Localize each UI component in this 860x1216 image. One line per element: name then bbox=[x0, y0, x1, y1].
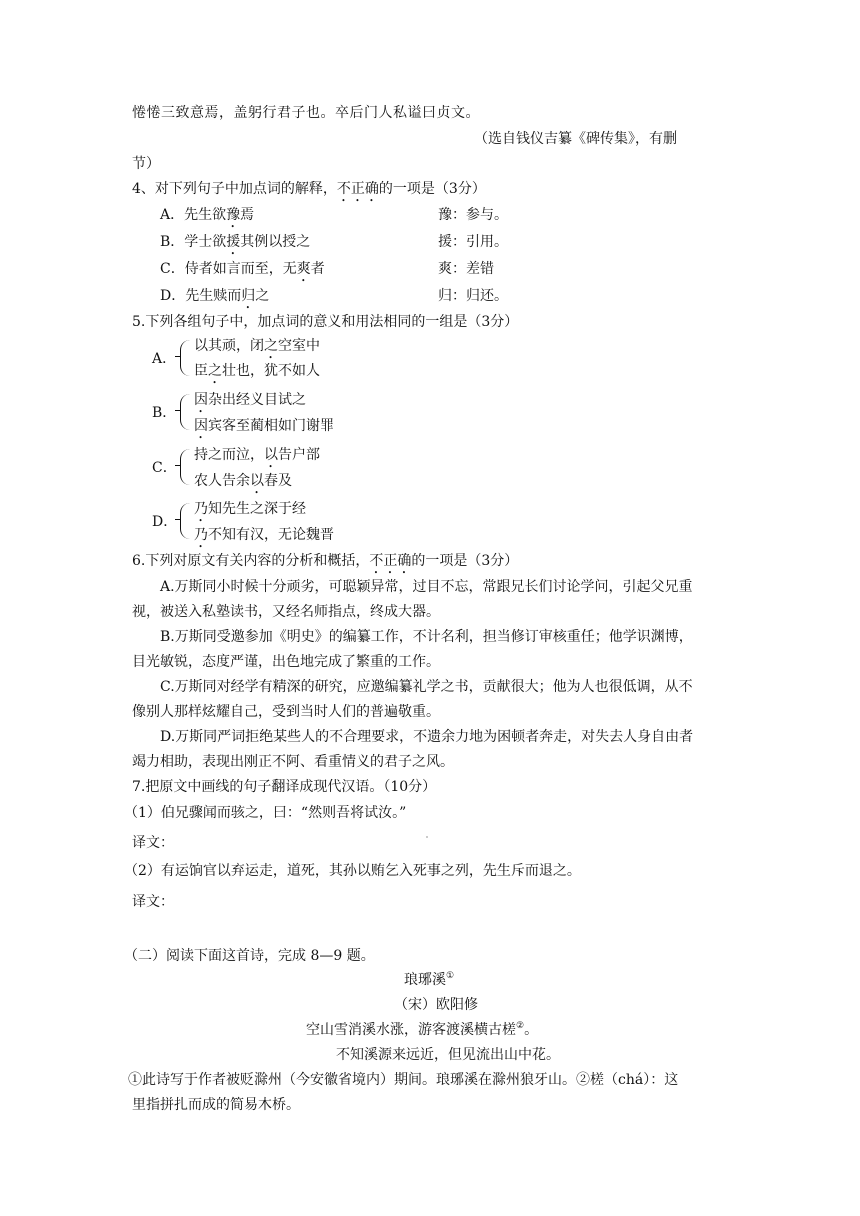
q5-group-d-line2: 乃不知有汉，无论魏晋 bbox=[194, 527, 334, 543]
q5-group-d-letter: D． bbox=[152, 514, 178, 530]
q5-group-d-brace bbox=[180, 503, 191, 539]
q5-group-a-brace bbox=[180, 340, 191, 376]
q5-group-d-line1: 乃知先生之深于经 bbox=[194, 501, 306, 517]
q4-option-a: A．先生欲豫焉 bbox=[160, 207, 255, 223]
source-citation: （选自钱仪吉纂《碑传集》，有删 bbox=[474, 131, 677, 147]
scan-speck bbox=[426, 836, 428, 838]
q6-option-d-line2: 竭力相助，表现出刚正不阿、看重情义的君子之风。 bbox=[132, 754, 454, 770]
q5-group-c-line1: 持之而泣，以告户部 bbox=[194, 447, 320, 463]
poem-line-2: 不知溪源来远近，但见流出山中花。 bbox=[336, 1047, 560, 1063]
poem-line-1-note-marker: ② bbox=[516, 1021, 525, 1031]
q6-option-b-line2: 目光敏锐，态度严谨，出色地完成了繁重的工作。 bbox=[132, 654, 440, 670]
q7-translation-label-2: 译文： bbox=[132, 894, 174, 910]
q5-group-c-line2: 农人告余以春及 bbox=[194, 473, 292, 489]
q5-group-b-brace bbox=[180, 394, 191, 430]
q5-group-a-line2: 臣之壮也，犹不如人 bbox=[194, 363, 320, 379]
q4-gloss-d: 归：归还。 bbox=[438, 288, 508, 304]
q5-group-b-line1: 因杂出经义目试之 bbox=[194, 392, 306, 408]
q5-group-c-letter: C． bbox=[152, 460, 177, 476]
q5-group-b-letter: B． bbox=[152, 405, 177, 421]
q4-gloss-c: 爽：差错 bbox=[438, 261, 494, 277]
poem-author: （宋）欧阳修 bbox=[394, 997, 478, 1013]
q5-group-b-line2: 因宾客至蔺相如门谢罪 bbox=[194, 418, 334, 434]
q6-option-c-line2: 像别人那样炫耀自己，受到当时人们的普遍敬重。 bbox=[132, 704, 440, 720]
q6-option-c-line1: C.万斯同对经学有精深的研究，应邀编纂礼学之书，贡献很大；他为人也很低调，从不 bbox=[160, 679, 693, 695]
q5-stem: 5.下列各组句子中，加点词的意义和用法相同的一组是（3分） bbox=[132, 314, 519, 330]
poem-title: 琅琊溪① bbox=[404, 971, 455, 988]
poem-section-intro: （二）阅读下面这首诗，完成 8—9 题。 bbox=[124, 948, 375, 964]
q6-option-a-line2: 视，被送入私塾读书，又经名师指点，终成大器。 bbox=[132, 604, 440, 620]
q6-option-d-line1: D.万斯同严词拒绝某些人的不合理要求，不遗余力地为困顿者奔走，对失去人身自由者 bbox=[160, 729, 694, 745]
q7-item-2: （2）有运饷官以弃运走，道死，其孙以贿乞入死事之列，先生斥而退之。 bbox=[124, 863, 581, 879]
q4-option-c: C．侍者如言而至，无爽者 bbox=[160, 261, 325, 277]
q7-stem: 7.把原文中画线的句子翻译成现代汉语。（10分） bbox=[132, 779, 437, 795]
q7-item-1: （1）伯兄骤闻而骇之，曰：“然则吾将试汝。” bbox=[124, 805, 407, 821]
poem-title-note-marker: ① bbox=[446, 971, 455, 981]
excerpt-ending-line: 惓惓三致意焉，盖躬行君子也。卒后门人私谥曰贞文。 bbox=[132, 105, 480, 121]
poem-line-1: 空山雪消溪水涨，游客渡溪横古槎②。 bbox=[306, 1021, 539, 1038]
q4-option-d: D．先生赎而归之 bbox=[160, 288, 270, 304]
q6-stem: 6.下列对原文有关内容的分析和概括，不正确的一项是（3分） bbox=[132, 553, 519, 569]
q6-option-a-line1: A.万斯同小时候十分顽劣，可聪颖异常，过目不忘，常跟兄长们讨论学问，引起父兄重 bbox=[160, 579, 693, 595]
q5-group-a-letter: A． bbox=[152, 351, 177, 367]
q4-gloss-b: 援：引用。 bbox=[438, 234, 508, 250]
source-citation-end: 节） bbox=[132, 156, 160, 172]
q5-group-a-line1: 以其顽，闭之空室中 bbox=[194, 338, 320, 354]
q7-translation-label-1: 译文： bbox=[132, 835, 174, 851]
q4-gloss-a: 豫：参与。 bbox=[438, 207, 508, 223]
q4-option-b: B．学士欲援其例以授之 bbox=[160, 234, 311, 250]
poem-footnote-1: ①此诗写于作者被贬滁州（今安徽省境内）期间。琅琊溪在滁州狼牙山。②槎（chá）：这 bbox=[128, 1072, 679, 1088]
poem-footnote-2: 里指拼扎而成的简易木桥。 bbox=[132, 1097, 300, 1113]
q6-option-b-line1: B.万斯同受邀参加《明史》的编纂工作，不计名利，担当修订审核重任；他学识渊博， bbox=[160, 629, 693, 645]
q5-group-c-brace bbox=[180, 449, 191, 485]
q4-stem: 4、对下列句子中加点词的解释，不正确的一项是（3分） bbox=[132, 181, 486, 197]
